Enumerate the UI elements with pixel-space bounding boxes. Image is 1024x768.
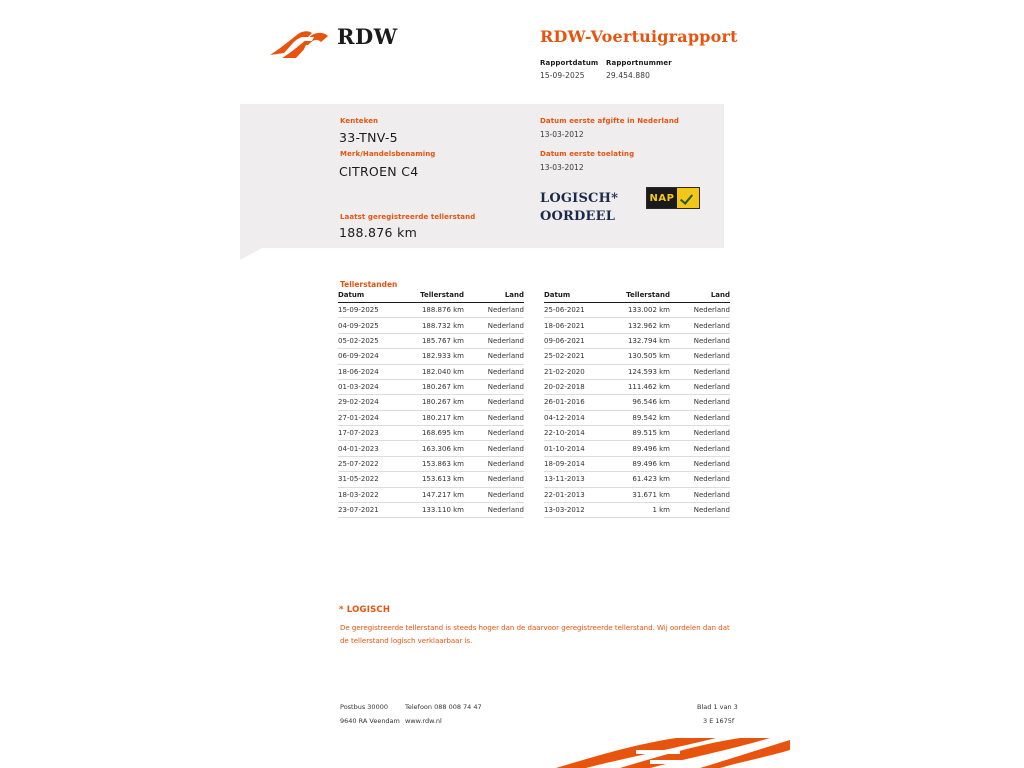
table-row — [338, 379, 524, 394]
table-row — [544, 303, 730, 318]
cell-datum: 05-02-2025 — [338, 333, 404, 348]
footer-decorative-graphic — [0, 738, 1024, 768]
cell-land: Nederland — [474, 318, 524, 333]
cell-tellerstand: 153.613 km — [404, 472, 474, 487]
cell-datum: 13-03-2012 — [544, 502, 610, 517]
cell-land: Nederland — [680, 441, 730, 456]
footer-form-code: 3 E 1675f — [703, 717, 735, 725]
cell-land: Nederland — [680, 379, 730, 394]
table-row — [338, 303, 524, 318]
table-row — [544, 426, 730, 441]
rdw-logo-icon — [268, 28, 330, 62]
cell-land: Nederland — [474, 502, 524, 517]
table-row — [544, 487, 730, 502]
cell-land: Nederland — [474, 456, 524, 471]
table-row — [338, 487, 524, 502]
cell-tellerstand: 132.794 km — [610, 333, 680, 348]
cell-land: Nederland — [474, 487, 524, 502]
cell-tellerstand: 133.110 km — [404, 502, 474, 517]
table-row — [338, 441, 524, 456]
cell-land: Nederland — [474, 395, 524, 410]
cell-datum: 06-09-2024 — [338, 349, 404, 364]
cell-datum: 21-02-2020 — [544, 364, 610, 379]
cell-tellerstand: 96.546 km — [610, 395, 680, 410]
cell-tellerstand: 188.732 km — [404, 318, 474, 333]
cell-tellerstand: 153.863 km — [404, 456, 474, 471]
column-header-datum: Datum — [544, 291, 610, 303]
cell-land: Nederland — [474, 472, 524, 487]
eerste-afgifte-label: Datum eerste afgifte in Nederland — [540, 117, 680, 125]
cell-land: Nederland — [474, 349, 524, 364]
cell-land: Nederland — [680, 426, 730, 441]
cell-datum: 25-07-2022 — [338, 456, 404, 471]
table-row — [544, 395, 730, 410]
table-row — [544, 502, 730, 517]
cell-datum: 18-09-2014 — [544, 456, 610, 471]
cell-land: Nederland — [474, 303, 524, 318]
table-row — [544, 333, 730, 348]
cell-tellerstand: 89.496 km — [610, 456, 680, 471]
cell-land: Nederland — [474, 410, 524, 425]
cell-land: Nederland — [680, 410, 730, 425]
cell-tellerstand: 132.962 km — [610, 318, 680, 333]
cell-tellerstand: 168.695 km — [404, 426, 474, 441]
nap-badge-icon — [646, 187, 700, 209]
cell-datum: 04-09-2025 — [338, 318, 404, 333]
cell-tellerstand: 133.002 km — [610, 303, 680, 318]
cell-datum: 20-02-2018 — [544, 379, 610, 394]
table-row — [544, 379, 730, 394]
merk-label: Merk/Handelsbenaming — [340, 150, 436, 158]
table-row — [338, 395, 524, 410]
cell-tellerstand: 185.767 km — [404, 333, 474, 348]
cell-datum: 25-02-2021 — [544, 349, 610, 364]
footer-page-number: Blad 1 van 3 — [697, 703, 738, 711]
cell-datum: 18-06-2024 — [338, 364, 404, 379]
cell-tellerstand: 188.876 km — [404, 303, 474, 318]
table-row — [544, 456, 730, 471]
cell-datum: 13-11-2013 — [544, 472, 610, 487]
cell-datum: 23-07-2021 — [338, 502, 404, 517]
panel-notch — [240, 248, 262, 260]
report-number-label: Rapportnummer — [606, 59, 672, 67]
cell-land: Nederland — [680, 318, 730, 333]
cell-tellerstand: 124.593 km — [610, 364, 680, 379]
report-title: RDW-Voertuigrapport — [540, 27, 738, 46]
cell-land: Nederland — [680, 364, 730, 379]
cell-tellerstand: 61.423 km — [610, 472, 680, 487]
cell-datum: 04-01-2023 — [338, 441, 404, 456]
cell-land: Nederland — [474, 379, 524, 394]
oordeel-line-1: LOGISCH* — [540, 191, 619, 206]
cell-tellerstand: 147.217 km — [404, 487, 474, 502]
table-row — [338, 502, 524, 517]
column-header-datum: Datum — [338, 291, 404, 303]
column-header-land: Land — [680, 291, 730, 303]
cell-tellerstand: 111.462 km — [610, 379, 680, 394]
cell-tellerstand: 130.505 km — [610, 349, 680, 364]
cell-datum: 27-01-2024 — [338, 410, 404, 425]
table-row — [544, 349, 730, 364]
oordeel-line-2: OORDEEL — [540, 208, 616, 224]
table-row — [544, 441, 730, 456]
table-row — [338, 364, 524, 379]
cell-tellerstand: 180.217 km — [404, 410, 474, 425]
cell-tellerstand: 89.542 km — [610, 410, 680, 425]
cell-land: Nederland — [680, 303, 730, 318]
cell-tellerstand: 180.267 km — [404, 379, 474, 394]
cell-tellerstand: 182.040 km — [404, 364, 474, 379]
cell-datum: 01-03-2024 — [338, 379, 404, 394]
table-row — [544, 410, 730, 425]
cell-datum: 15-09-2025 — [338, 303, 404, 318]
oordeel-block — [540, 190, 618, 225]
cell-land: Nederland — [680, 487, 730, 502]
table-row — [338, 333, 524, 348]
table-row — [338, 472, 524, 487]
cell-land: Nederland — [680, 502, 730, 517]
column-header-tellerstand: Tellerstand — [404, 291, 474, 303]
laatste-tellerstand-value: 188.876 km — [339, 225, 418, 240]
table-row — [544, 364, 730, 379]
report-number — [606, 59, 672, 80]
cell-tellerstand: 180.267 km — [404, 395, 474, 410]
cell-land: Nederland — [474, 333, 524, 348]
report-number-value: 29.454.880 — [606, 71, 650, 80]
logisch-note-title: * LOGISCH — [339, 605, 391, 615]
table-row — [338, 410, 524, 425]
kenteken-label: Kenteken — [340, 117, 379, 125]
cell-land: Nederland — [474, 441, 524, 456]
table-row — [338, 456, 524, 471]
kenteken-value: 33-TNV-5 — [339, 130, 398, 145]
table-row — [338, 426, 524, 441]
footer-phone: Telefoon 088 008 74 47 — [405, 703, 482, 711]
cell-tellerstand: 163.306 km — [404, 441, 474, 456]
tellerstanden-title: Tellerstanden — [340, 280, 398, 289]
table-header-row — [338, 291, 524, 303]
cell-datum: 18-06-2021 — [544, 318, 610, 333]
rdw-wordmark: RDW — [337, 24, 398, 49]
tellerstanden-table-right — [544, 291, 730, 518]
cell-datum: 22-10-2014 — [544, 426, 610, 441]
cell-datum: 25-06-2021 — [544, 303, 610, 318]
vehicle-summary-panel — [240, 104, 724, 248]
nap-badge-label: NAP — [647, 188, 677, 208]
cell-land: Nederland — [474, 426, 524, 441]
cell-tellerstand: 89.496 km — [610, 441, 680, 456]
cell-land: Nederland — [680, 333, 730, 348]
table-row — [338, 318, 524, 333]
laatste-tellerstand-label: Laatst geregistreerde tellerstand — [340, 213, 476, 221]
cell-land: Nederland — [680, 456, 730, 471]
table-row — [544, 472, 730, 487]
report-date — [540, 59, 598, 80]
cell-tellerstand: 89.515 km — [610, 426, 680, 441]
cell-datum: 09-06-2021 — [544, 333, 610, 348]
column-header-land: Land — [474, 291, 524, 303]
cell-datum: 29-02-2024 — [338, 395, 404, 410]
cell-tellerstand: 1 km — [610, 502, 680, 517]
logisch-note-body: De geregistreerde tellerstand is steeds hoger dan de daarvoor geregistreerde tellerstand. Wij oordelen dan dat de tellerstand logisch verklaarbaar is. — [340, 624, 730, 645]
cell-datum: 18-03-2022 — [338, 487, 404, 502]
merk-value: CITROEN C4 — [339, 164, 419, 179]
table-row — [544, 318, 730, 333]
column-header-tellerstand: Tellerstand — [610, 291, 680, 303]
table-row — [338, 349, 524, 364]
cell-land: Nederland — [680, 349, 730, 364]
cell-land: Nederland — [474, 364, 524, 379]
eerste-toelating-value: 13-03-2012 — [540, 163, 584, 172]
cell-tellerstand: 182.933 km — [404, 349, 474, 364]
table-header-row — [544, 291, 730, 303]
cell-datum: 26-01-2016 — [544, 395, 610, 410]
cell-datum: 04-12-2014 — [544, 410, 610, 425]
cell-datum: 01-10-2014 — [544, 441, 610, 456]
cell-datum: 17-07-2023 — [338, 426, 404, 441]
cell-tellerstand: 31.671 km — [610, 487, 680, 502]
footer-website[interactable]: www.rdw.nl — [405, 717, 442, 725]
cell-datum: 31-05-2022 — [338, 472, 404, 487]
eerste-afgifte-value: 13-03-2012 — [540, 130, 584, 139]
eerste-toelating-label: Datum eerste toelating — [540, 150, 635, 158]
checkmark-icon — [677, 188, 699, 208]
tellerstanden-table-left — [338, 291, 524, 518]
report-date-value: 15-09-2025 — [540, 71, 585, 80]
footer-postbus: Postbus 30000 — [340, 703, 388, 711]
report-date-label: Rapportdatum — [540, 59, 599, 67]
cell-land: Nederland — [680, 472, 730, 487]
cell-land: Nederland — [680, 395, 730, 410]
cell-datum: 22-01-2013 — [544, 487, 610, 502]
footer-city: 9640 RA Veendam — [340, 717, 400, 725]
